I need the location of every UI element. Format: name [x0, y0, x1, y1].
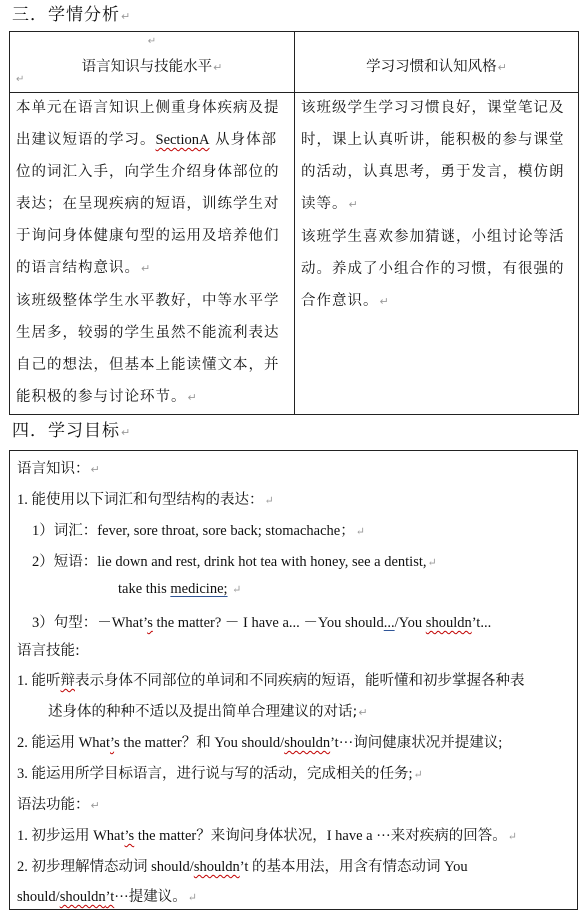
- goal-line: [17, 855, 468, 876]
- cell-language-analysis: [10, 93, 295, 415]
- return-mark-icon: ↵: [90, 799, 100, 812]
- return-mark-icon: ↵: [358, 706, 368, 719]
- text: 从身体部位的词汇入手，向学生介绍身体部位的表达；在呈现疾病的短语，训练学生对于询问身体健康句型的运用及培养他们的语言结构意识。: [16, 132, 280, 276]
- text: 3. 能运用所学目标语言，进行说与写的活动，完成相关的任务;: [17, 766, 413, 782]
- text: ’s: [124, 828, 135, 844]
- text: shouldn: [193, 859, 240, 875]
- return-mark-icon: ↵: [121, 426, 132, 439]
- goal-line: [17, 639, 80, 660]
- text: ···提建议。: [114, 889, 187, 905]
- paragraph: [301, 92, 572, 221]
- return-mark-icon: ↵: [121, 10, 132, 23]
- text: take this: [118, 581, 171, 597]
- text: 2. 初步理解情态动词 should/: [17, 859, 194, 875]
- return-mark-icon: ↵: [232, 584, 242, 596]
- return-mark-icon: ↵: [348, 198, 359, 211]
- text: shouldn: [425, 615, 472, 631]
- text: /You: [394, 615, 426, 631]
- text: 表示身体不同部位的单词和不同疾病的短语，能听懂和初步掌握各种表: [75, 673, 525, 689]
- text: shouldn: [284, 735, 331, 751]
- header-cell-habits: [295, 32, 579, 93]
- col2-header: 学习习惯和认知风格: [366, 59, 497, 75]
- paragraph: [16, 92, 288, 285]
- text: shouldn: [59, 889, 106, 905]
- header-cell-language: [10, 32, 295, 93]
- text: 3）句型：－What’: [32, 615, 148, 631]
- return-mark-icon: ↵: [413, 769, 423, 781]
- return-mark-icon: ↵: [213, 61, 223, 74]
- text: 该班学生喜欢参加猜谜，小组讨论等活动。养成了小组合作的习惯，有很强的合作意识。: [301, 229, 565, 309]
- text: s: [147, 615, 153, 631]
- text: ’t...: [471, 615, 492, 631]
- col1-header: 语言知识与技能水平: [81, 59, 213, 75]
- text: 1. 初步运用 What: [17, 828, 125, 844]
- section-3-title: 三．学情分析: [12, 5, 120, 25]
- return-mark-icon: ↵: [16, 74, 25, 85]
- return-mark-icon: ↵: [90, 463, 100, 476]
- return-mark-icon: ↵: [264, 495, 274, 507]
- return-mark-icon: ↵: [497, 61, 507, 74]
- text: 本单元在语言知识上侧重身体疾病及提出建议短语的学习。: [16, 100, 280, 148]
- cell-habits-analysis: [295, 93, 579, 415]
- return-mark-icon: ↵: [187, 892, 197, 904]
- text: 辩: [60, 673, 75, 689]
- section-3-heading: [12, 0, 131, 25]
- text: 1）词汇：: [32, 523, 98, 539]
- goal-line: [32, 519, 365, 540]
- goal-line: [118, 581, 241, 598]
- text: s the matter？和 You should/: [114, 735, 285, 751]
- goal-line: [17, 762, 423, 783]
- goal-line: [17, 457, 100, 478]
- return-mark-icon: ↵: [379, 295, 390, 308]
- text: medicine;: [170, 581, 228, 597]
- text: 语言技能:: [17, 643, 80, 659]
- goal-line: [17, 885, 197, 906]
- return-mark-icon: ↵: [141, 262, 152, 275]
- goal-line: [17, 669, 525, 690]
- return-mark-icon: ↵: [427, 557, 437, 569]
- text: ’t 的基本用法，用含有情态动词 You: [239, 859, 468, 875]
- goal-line: [48, 700, 368, 721]
- return-mark-icon: ↵: [507, 831, 517, 843]
- text: fever, sore throat, sore back; stomachache；: [97, 523, 355, 539]
- text: ’t···询问健康状况并提建议;: [330, 735, 503, 751]
- goal-line: [32, 550, 437, 571]
- goal-line: [17, 731, 502, 752]
- return-mark-icon: ↵: [187, 391, 198, 404]
- goal-line: [17, 824, 517, 845]
- text: 该班级学生学习习惯良好，课堂笔记及时，课上认真听讲，能积极的参与课堂的活动，认真思考，勇于发言，模仿朗读等。: [301, 100, 565, 212]
- text: ’t: [105, 889, 115, 905]
- text: 述身体的种种不适以及提出简单合理建议的对话;: [48, 704, 358, 720]
- text: should/: [17, 889, 60, 905]
- return-mark-icon: ↵: [355, 526, 365, 538]
- goal-line: [17, 488, 274, 509]
- section-4-title: 四．学习目标: [12, 421, 120, 441]
- text: 1. 能听: [17, 673, 61, 689]
- learning-goals-box: [9, 450, 578, 910]
- paragraph: [16, 285, 288, 414]
- text: 语法功能：: [17, 797, 90, 813]
- text: the matter？来询问身体状况，I have a ···来对疾病的回答。: [134, 828, 507, 844]
- text: 1. 能使用以下词汇和句型结构的表达：: [17, 492, 264, 508]
- return-mark-icon: ↵: [147, 36, 157, 47]
- text: 语言知识：: [17, 461, 90, 477]
- text: ’: [110, 735, 115, 751]
- section-4-heading: [12, 416, 131, 441]
- text: lie down and rest, drink hot tea with honey, see a dentist,: [97, 554, 427, 570]
- text: ...: [383, 615, 395, 631]
- goal-line: [32, 611, 491, 632]
- paragraph: [301, 221, 572, 318]
- goal-line: [17, 793, 100, 814]
- text: 2. 能运用 What: [17, 735, 111, 751]
- text: SectionA: [155, 132, 210, 148]
- learner-analysis-table: [9, 31, 579, 415]
- text: 2）短语：: [32, 554, 98, 570]
- text: the matter? － I have a... －You should: [152, 615, 384, 631]
- text: 该班级整体学生水平教好，中等水平学生居多，较弱的学生虽然不能流利表达自己的想法，但基本上能读懂文本，并能积极的参与讨论环节。: [16, 293, 280, 405]
